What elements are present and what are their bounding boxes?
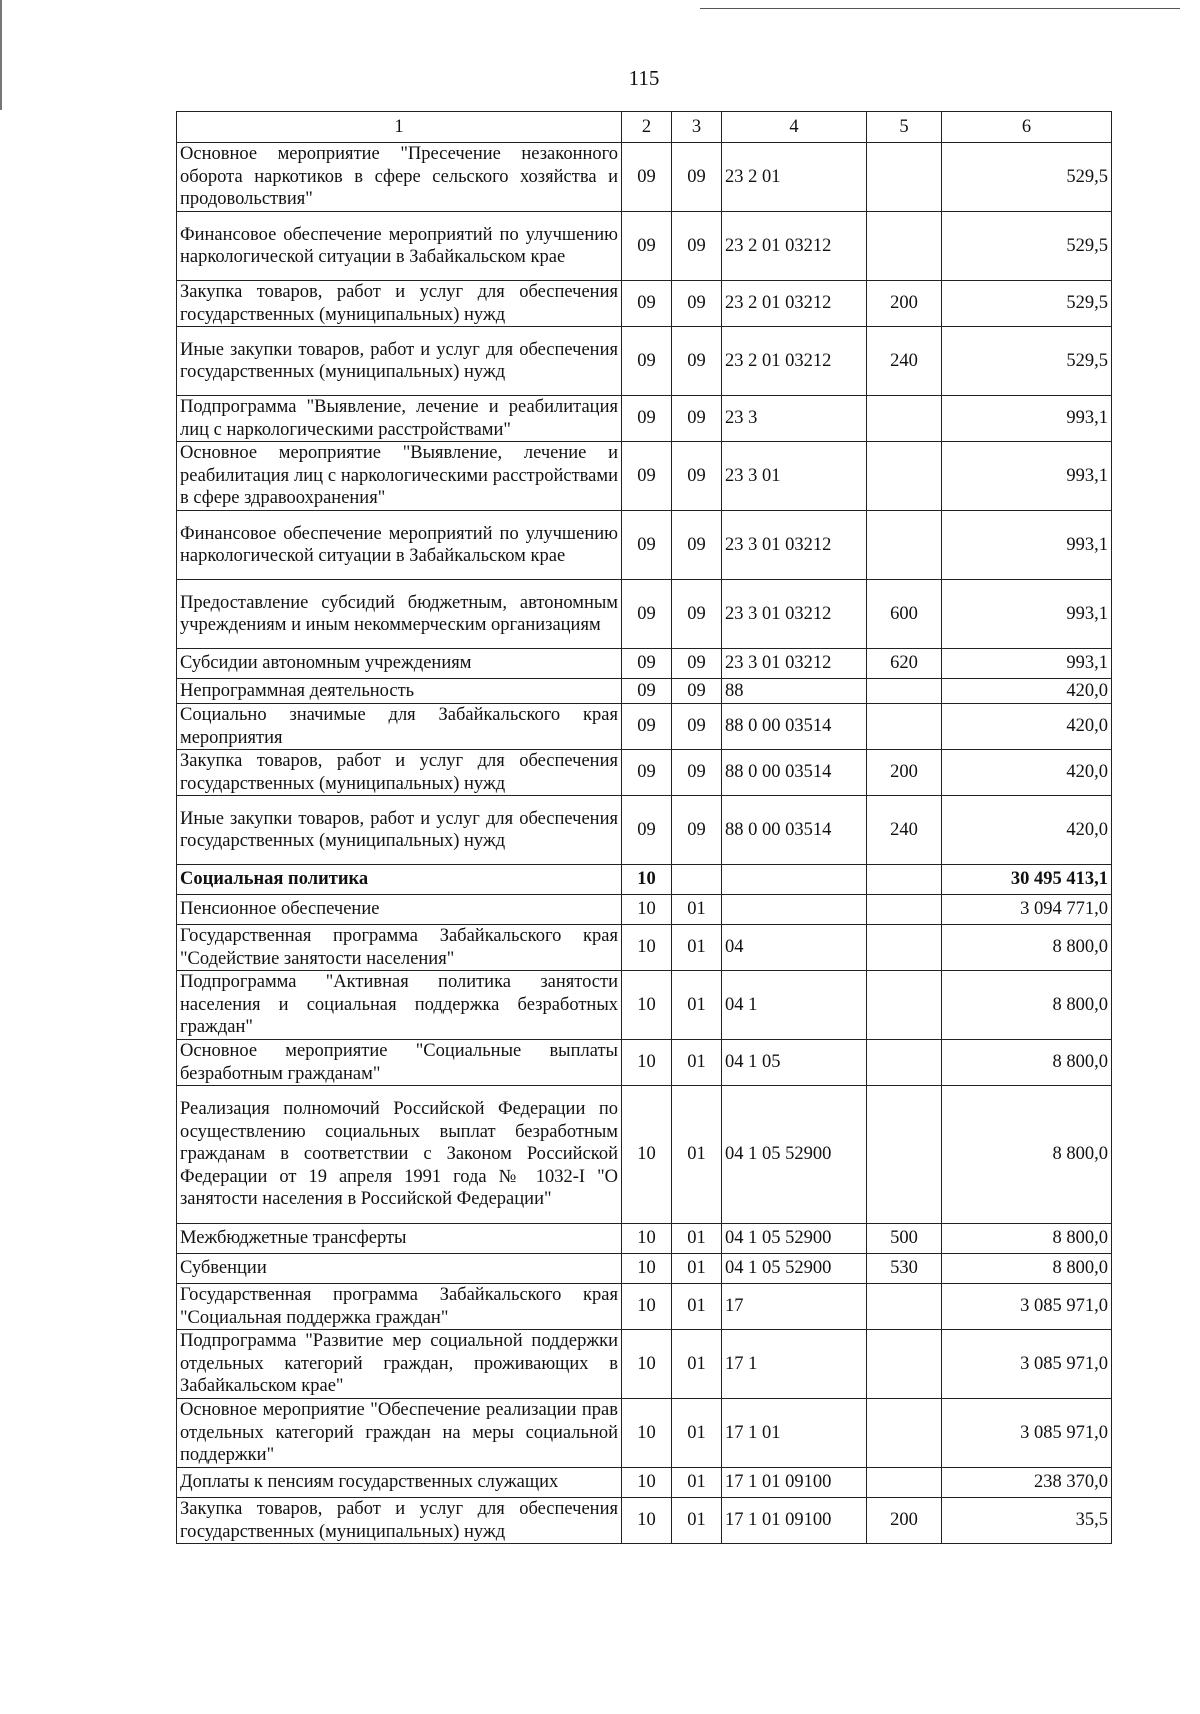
cell-section: 10 — [622, 1040, 672, 1086]
cell-section: 09 — [622, 511, 672, 580]
cell-name: Финансовое обеспечение мероприятий по улучшению наркологической ситуации в Забайкальском крае — [177, 511, 622, 580]
cell-name: Субсидии автономным учреждениям — [177, 649, 622, 679]
cell-name: Основное мероприятие "Социальные выплаты безработным гражданам" — [177, 1040, 622, 1086]
page-number: 115 — [628, 66, 660, 90]
table-row — [177, 396, 1112, 442]
cell-name: Иные закупки товаров, работ и услуг для обеспечения государственных (муниципальных) нужд — [177, 796, 622, 865]
cell-amount: 3 094 771,0 — [942, 895, 1112, 925]
cell-subsection: 09 — [672, 796, 722, 865]
cell-section: 10 — [622, 971, 672, 1040]
cell-name: Межбюджетные трансферты — [177, 1224, 622, 1254]
table-row — [177, 1086, 1112, 1224]
cell-expense-type — [867, 396, 942, 442]
cell-target-article: 88 0 00 03514 — [722, 796, 867, 865]
table-row — [177, 1284, 1112, 1330]
cell-expense-type — [867, 143, 942, 212]
table-row — [177, 327, 1112, 396]
cell-expense-type — [867, 895, 942, 925]
table-row — [177, 281, 1112, 327]
cell-subsection: 01 — [672, 971, 722, 1040]
cell-section: 10 — [622, 1330, 672, 1399]
table-row — [177, 865, 1112, 895]
table-row — [177, 796, 1112, 865]
cell-name: Реализация полномочий Российской Федерации по осуществлению социальных выплат безработным гражданам в соответствии с Законом Российской Федерации от 19 апреля 1991 года № 1032-I "О занятости населения в Российской Федерации" — [177, 1086, 622, 1224]
cell-subsection — [672, 865, 722, 895]
cell-section: 09 — [622, 679, 672, 704]
cell-target-article: 23 3 — [722, 396, 867, 442]
cell-name: Государственная программа Забайкальского края "Социальная поддержка граждан" — [177, 1284, 622, 1330]
header-col-5: 5 — [867, 112, 942, 143]
cell-name: Закупка товаров, работ и услуг для обеспечения государственных (муниципальных) нужд — [177, 750, 622, 796]
cell-subsection: 09 — [672, 679, 722, 704]
cell-expense-type: 240 — [867, 327, 942, 396]
cell-section: 09 — [622, 580, 672, 649]
cell-amount: 30 495 413,1 — [942, 865, 1112, 895]
cell-section: 09 — [622, 143, 672, 212]
cell-amount: 993,1 — [942, 442, 1112, 511]
cell-expense-type — [867, 511, 942, 580]
cell-subsection: 01 — [672, 925, 722, 971]
cell-target-article: 88 0 00 03514 — [722, 704, 867, 750]
cell-expense-type — [867, 971, 942, 1040]
cell-name: Подпрограмма "Развитие мер социальной поддержки отдельных категорий граждан, проживающих в Забайкальском крае" — [177, 1330, 622, 1399]
cell-section: 09 — [622, 750, 672, 796]
cell-section: 09 — [622, 212, 672, 281]
cell-amount: 238 370,0 — [942, 1468, 1112, 1498]
cell-target-article: 17 1 01 09100 — [722, 1498, 867, 1544]
cell-target-article: 88 0 00 03514 — [722, 750, 867, 796]
cell-target-article: 23 2 01 — [722, 143, 867, 212]
cell-target-article — [722, 865, 867, 895]
cell-target-article: 23 3 01 03212 — [722, 580, 867, 649]
header-col-2: 2 — [622, 112, 672, 143]
scan-left-edge — [0, 0, 2, 110]
cell-amount: 8 800,0 — [942, 1040, 1112, 1086]
cell-expense-type: 200 — [867, 1498, 942, 1544]
cell-amount: 8 800,0 — [942, 925, 1112, 971]
cell-section: 09 — [622, 796, 672, 865]
cell-expense-type — [867, 925, 942, 971]
cell-section: 10 — [622, 1399, 672, 1468]
cell-target-article: 04 1 — [722, 971, 867, 1040]
cell-target-article: 88 — [722, 679, 867, 704]
table-row — [177, 1224, 1112, 1254]
cell-amount: 529,5 — [942, 143, 1112, 212]
cell-name: Непрограммная деятельность — [177, 679, 622, 704]
cell-target-article: 23 3 01 03212 — [722, 511, 867, 580]
table-row — [177, 442, 1112, 511]
cell-expense-type — [867, 442, 942, 511]
cell-subsection: 09 — [672, 327, 722, 396]
cell-amount: 529,5 — [942, 281, 1112, 327]
cell-name: Пенсионное обеспечение — [177, 895, 622, 925]
cell-name: Социально значимые для Забайкальского края мероприятия — [177, 704, 622, 750]
cell-name: Государственная программа Забайкальского края "Содействие занятости населения" — [177, 925, 622, 971]
table-body — [177, 143, 1112, 1544]
cell-target-article: 04 1 05 52900 — [722, 1086, 867, 1224]
cell-subsection: 01 — [672, 1224, 722, 1254]
table-header-row — [177, 112, 1112, 143]
cell-section: 10 — [622, 1254, 672, 1284]
table-row — [177, 1040, 1112, 1086]
cell-name: Основное мероприятие "Пресечение незаконного оборота наркотиков в сфере сельского хозяйства и продовольствия" — [177, 143, 622, 212]
cell-name: Подпрограмма "Выявление, лечение и реабилитация лиц с наркологическими расстройствами" — [177, 396, 622, 442]
cell-expense-type: 240 — [867, 796, 942, 865]
cell-target-article: 04 1 05 52900 — [722, 1254, 867, 1284]
cell-expense-type: 620 — [867, 649, 942, 679]
cell-expense-type: 600 — [867, 580, 942, 649]
cell-subsection: 01 — [672, 1399, 722, 1468]
cell-name: Основное мероприятие "Обеспечение реализации прав отдельных категорий граждан на меры социальной поддержки" — [177, 1399, 622, 1468]
table-row — [177, 971, 1112, 1040]
cell-amount: 8 800,0 — [942, 1086, 1112, 1224]
cell-amount: 420,0 — [942, 750, 1112, 796]
cell-subsection: 01 — [672, 1330, 722, 1399]
cell-subsection: 09 — [672, 212, 722, 281]
cell-amount: 420,0 — [942, 796, 1112, 865]
cell-amount: 529,5 — [942, 327, 1112, 396]
cell-subsection: 09 — [672, 442, 722, 511]
cell-subsection: 01 — [672, 895, 722, 925]
cell-subsection: 09 — [672, 396, 722, 442]
cell-subsection: 09 — [672, 704, 722, 750]
cell-section: 09 — [622, 281, 672, 327]
cell-subsection: 01 — [672, 1468, 722, 1498]
cell-expense-type: 200 — [867, 281, 942, 327]
table-row — [177, 679, 1112, 704]
cell-amount: 8 800,0 — [942, 1254, 1112, 1284]
cell-expense-type — [867, 1086, 942, 1224]
cell-amount: 420,0 — [942, 704, 1112, 750]
cell-section: 10 — [622, 1224, 672, 1254]
cell-section: 10 — [622, 1498, 672, 1544]
cell-subsection: 01 — [672, 1254, 722, 1284]
cell-section: 09 — [622, 649, 672, 679]
table-row — [177, 649, 1112, 679]
header-col-6: 6 — [942, 112, 1112, 143]
cell-name: Субвенции — [177, 1254, 622, 1284]
cell-subsection: 09 — [672, 143, 722, 212]
cell-name: Закупка товаров, работ и услуг для обеспечения государственных (муниципальных) нужд — [177, 1498, 622, 1544]
cell-subsection: 09 — [672, 511, 722, 580]
cell-name: Подпрограмма "Активная политика занятости населения и социальная поддержка безработных граждан" — [177, 971, 622, 1040]
cell-subsection: 09 — [672, 750, 722, 796]
cell-name: Финансовое обеспечение мероприятий по улучшению наркологической ситуации в Забайкальском крае — [177, 212, 622, 281]
cell-amount: 993,1 — [942, 649, 1112, 679]
table-row — [177, 704, 1112, 750]
header-col-1: 1 — [177, 112, 622, 143]
cell-subsection: 01 — [672, 1498, 722, 1544]
cell-section: 10 — [622, 1468, 672, 1498]
cell-expense-type — [867, 212, 942, 281]
cell-section: 10 — [622, 1086, 672, 1224]
table-row — [177, 212, 1112, 281]
cell-amount: 3 085 971,0 — [942, 1399, 1112, 1468]
cell-section: 09 — [622, 442, 672, 511]
cell-expense-type — [867, 1284, 942, 1330]
table-row — [177, 580, 1112, 649]
cell-amount: 993,1 — [942, 580, 1112, 649]
cell-target-article: 17 — [722, 1284, 867, 1330]
cell-name: Социальная политика — [177, 865, 622, 895]
cell-expense-type — [867, 1040, 942, 1086]
table-row — [177, 1330, 1112, 1399]
cell-subsection: 09 — [672, 649, 722, 679]
table-row — [177, 895, 1112, 925]
table-row — [177, 1399, 1112, 1468]
cell-name: Доплаты к пенсиям государственных служащих — [177, 1468, 622, 1498]
cell-amount: 420,0 — [942, 679, 1112, 704]
cell-target-article: 04 1 05 52900 — [722, 1224, 867, 1254]
cell-target-article: 23 3 01 — [722, 442, 867, 511]
cell-name: Иные закупки товаров, работ и услуг для обеспечения государственных (муниципальных) нужд — [177, 327, 622, 396]
cell-expense-type: 200 — [867, 750, 942, 796]
cell-target-article — [722, 895, 867, 925]
cell-section: 10 — [622, 1284, 672, 1330]
cell-target-article: 23 3 01 03212 — [722, 649, 867, 679]
cell-name: Предоставление субсидий бюджетным, автономным учреждениям и иным некоммерческим организациям — [177, 580, 622, 649]
cell-expense-type — [867, 1330, 942, 1399]
cell-expense-type — [867, 1468, 942, 1498]
cell-amount: 8 800,0 — [942, 1224, 1112, 1254]
cell-amount: 529,5 — [942, 212, 1112, 281]
cell-subsection: 09 — [672, 580, 722, 649]
cell-subsection: 09 — [672, 281, 722, 327]
cell-expense-type — [867, 865, 942, 895]
table-row — [177, 511, 1112, 580]
table-row — [177, 143, 1112, 212]
cell-name: Основное мероприятие "Выявление, лечение и реабилитация лиц с наркологическими расстройствами в сфере здравоохранения" — [177, 442, 622, 511]
cell-section: 10 — [622, 925, 672, 971]
cell-target-article: 17 1 01 — [722, 1399, 867, 1468]
cell-expense-type — [867, 704, 942, 750]
table-row — [177, 750, 1112, 796]
cell-amount: 8 800,0 — [942, 971, 1112, 1040]
cell-expense-type: 530 — [867, 1254, 942, 1284]
cell-target-article: 23 2 01 03212 — [722, 212, 867, 281]
cell-section: 09 — [622, 327, 672, 396]
cell-subsection: 01 — [672, 1040, 722, 1086]
table-row — [177, 1468, 1112, 1498]
cell-expense-type — [867, 679, 942, 704]
cell-name: Закупка товаров, работ и услуг для обеспечения государственных (муниципальных) нужд — [177, 281, 622, 327]
cell-amount: 35,5 — [942, 1498, 1112, 1544]
cell-section: 10 — [622, 865, 672, 895]
cell-expense-type — [867, 1399, 942, 1468]
cell-amount: 993,1 — [942, 396, 1112, 442]
cell-target-article: 23 2 01 03212 — [722, 327, 867, 396]
cell-target-article: 17 1 01 09100 — [722, 1468, 867, 1498]
cell-target-article: 17 1 — [722, 1330, 867, 1399]
scan-edge-line — [700, 8, 1180, 9]
table-row — [177, 1498, 1112, 1544]
header-col-3: 3 — [672, 112, 722, 143]
cell-section: 10 — [622, 895, 672, 925]
cell-section: 09 — [622, 396, 672, 442]
table-row — [177, 925, 1112, 971]
cell-target-article: 04 — [722, 925, 867, 971]
header-col-4: 4 — [722, 112, 867, 143]
cell-amount: 3 085 971,0 — [942, 1284, 1112, 1330]
cell-target-article: 23 2 01 03212 — [722, 281, 867, 327]
cell-subsection: 01 — [672, 1284, 722, 1330]
cell-amount: 993,1 — [942, 511, 1112, 580]
table-row — [177, 1254, 1112, 1284]
cell-target-article: 04 1 05 — [722, 1040, 867, 1086]
cell-expense-type: 500 — [867, 1224, 942, 1254]
cell-amount: 3 085 971,0 — [942, 1330, 1112, 1399]
cell-subsection: 01 — [672, 1086, 722, 1224]
budget-table — [176, 111, 1112, 1544]
cell-section: 09 — [622, 704, 672, 750]
